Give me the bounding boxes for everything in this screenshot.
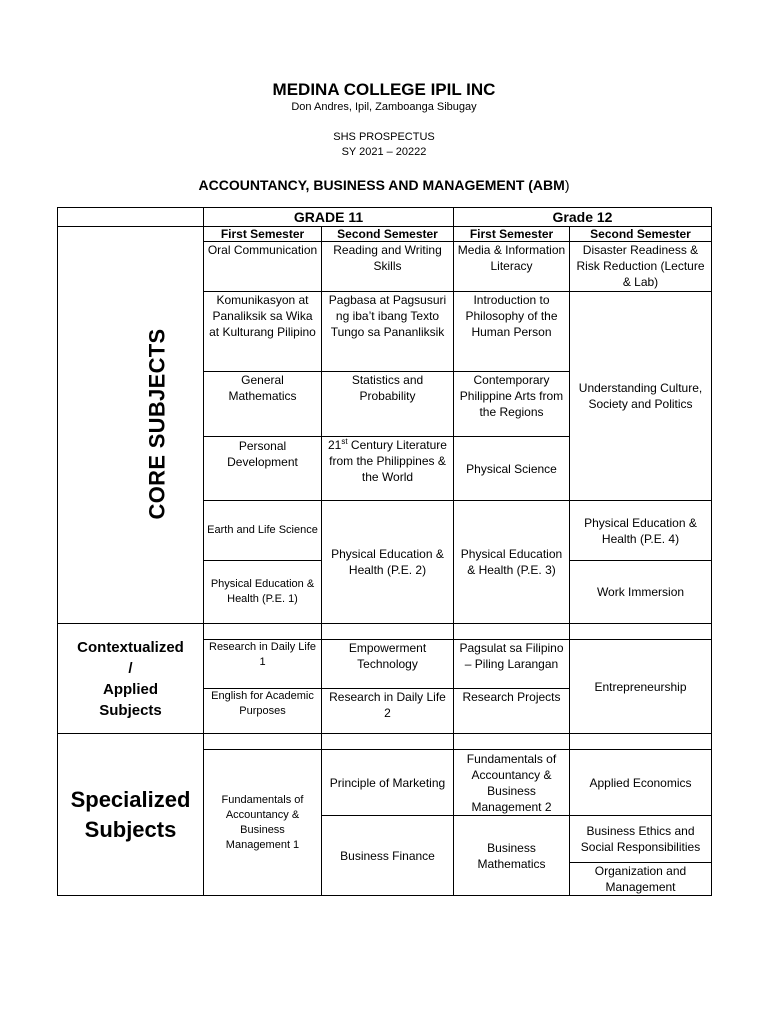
program-name: ACCOUNTANCY, BUSINESS AND MANAGEMENT (ABM: [198, 177, 565, 193]
subject-cell: Komunikasyon at Panaliksik sa Wika at Kulturang Pilipino: [204, 292, 322, 372]
subject-cell: Earth and Life Science: [204, 501, 322, 561]
corner-cell: [58, 208, 204, 227]
subject-cell: Business Ethics and Social Responsibilities: [570, 816, 712, 863]
subject-cell: Business Finance: [322, 816, 454, 896]
subject-cell: General Mathematics: [204, 372, 322, 437]
subject-cell: Introduction to Philosophy of the Human Person: [454, 292, 570, 372]
subject-cell: Work Immersion: [570, 561, 712, 624]
subject-cell: Media & Information Literacy: [454, 242, 570, 292]
subject-cell: 21st Century Literature from the Philippines & the World: [322, 437, 454, 501]
program-title: [0, 177, 768, 193]
subject-cell: Physical Education & Health (P.E. 3): [454, 501, 570, 624]
subject-cell: Fundamentals of Accountancy & Business Management 1: [204, 750, 322, 896]
subject-cell: Fundamentals of Accountancy & Business Management 2: [454, 750, 570, 816]
subject-cell: Reading and Writing Skills: [322, 242, 454, 292]
core-subjects-label: CORE SUBJECTS: [58, 227, 204, 624]
g11-first-semester: First Semester: [204, 227, 322, 242]
subject-cell: Contemporary Philippine Arts from the Regions: [454, 372, 570, 437]
grade-11-header: GRADE 11: [204, 208, 454, 227]
prospectus-table: [57, 207, 712, 896]
subject-cell: Pagsulat sa Filipino – Piling Larangan: [454, 640, 570, 689]
g11-second-semester: Second Semester: [322, 227, 454, 242]
subject-cell: Statistics and Probability: [322, 372, 454, 437]
g12-first-semester: First Semester: [454, 227, 570, 242]
subject-cell: Physical Education & Health (P.E. 4): [570, 501, 712, 561]
school-year: SY 2021 – 20222: [341, 146, 427, 158]
subject-cell: Pagbasa at Pagsusuri ng iba’t ibang Texto Tungo sa Pananliksik: [322, 292, 454, 372]
document-type: SHS PROSPECTUS: [333, 131, 435, 143]
subject-cell: Entrepreneurship: [570, 640, 712, 734]
subject-cell: English for Academic Purposes: [204, 689, 322, 734]
subject-cell: Oral Communication: [204, 242, 322, 292]
subject-cell: Research in Daily Life 1: [204, 640, 322, 689]
subject-cell: Organization and Management: [570, 863, 712, 896]
subject-cell: Physical Education & Health (P.E. 1): [204, 561, 322, 624]
applied-subjects-label: Contextualized / Applied Subjects: [58, 624, 204, 734]
subject-cell: Applied Economics: [570, 750, 712, 816]
subject-cell: Physical Education & Health (P.E. 2): [322, 501, 454, 624]
program-close: ): [564, 177, 570, 193]
subject-cell: Personal Development: [204, 437, 322, 501]
subject-cell: Principle of Marketing: [322, 750, 454, 816]
subject-cell: Physical Science: [454, 437, 570, 501]
school-address: Don Andres, Ipil, Zamboanga Sibugay: [291, 101, 477, 113]
subject-cell: Research Projects: [454, 689, 570, 734]
subject-cell: Research in Daily Life 2: [322, 689, 454, 734]
g12-second-semester: Second Semester: [570, 227, 712, 242]
subject-cell: Understanding Culture, Society and Politics: [570, 292, 712, 501]
subject-cell: Disaster Readiness & Risk Reduction (Lecture & Lab): [570, 242, 712, 292]
specialized-subjects-label: Specialized Subjects: [58, 734, 204, 896]
subject-cell: Business Mathematics: [454, 816, 570, 896]
school-name: MEDINA COLLEGE IPIL INC: [272, 80, 496, 99]
grade-12-header: Grade 12: [454, 208, 712, 227]
subject-cell: Empowerment Technology: [322, 640, 454, 689]
